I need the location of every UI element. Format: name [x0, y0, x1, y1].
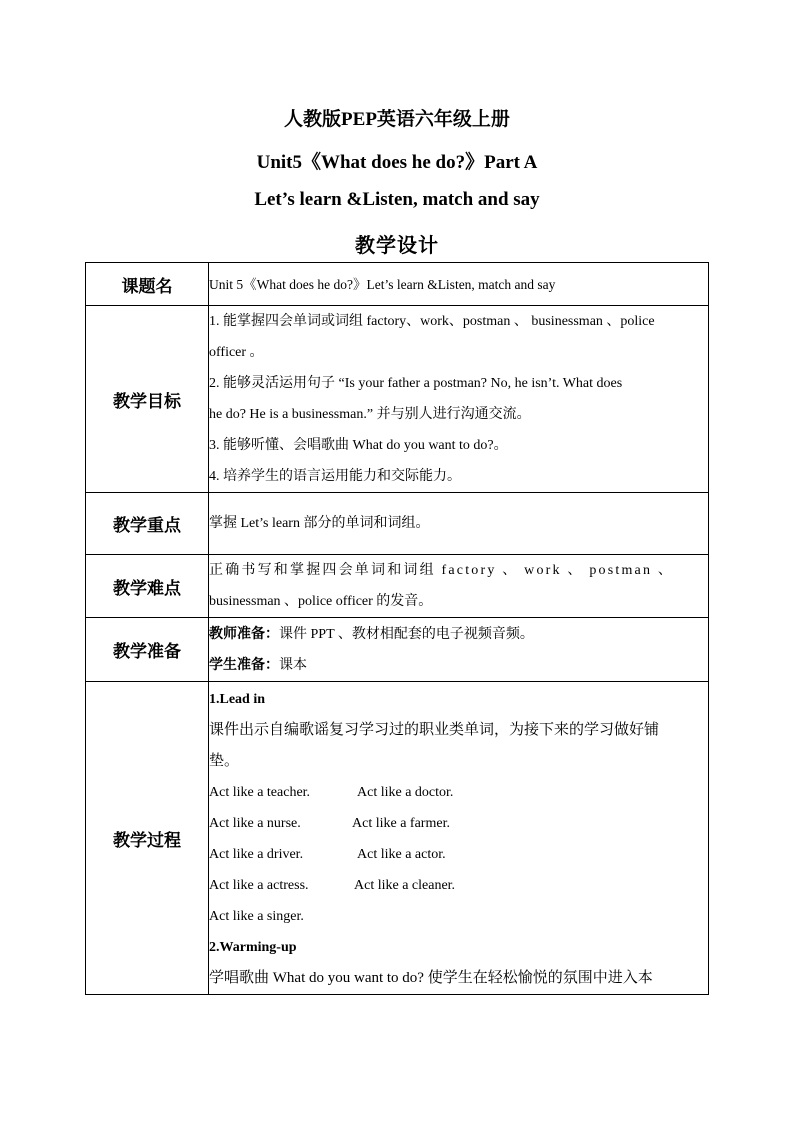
- teacher-prep-label: 教师准备：: [209, 626, 279, 642]
- goal-line: 2. 能够灵活运用句子 “Is your father a postman? No, he isn’t. What does: [209, 376, 623, 391]
- act-item: Act like a actor.: [357, 847, 446, 862]
- table-row-focus: [86, 493, 709, 555]
- goals-content: [209, 306, 709, 493]
- act-item: Act like a teacher.: [209, 785, 311, 800]
- act-item: Act like a doctor.: [357, 785, 454, 800]
- act-item: Act like a actress.: [209, 878, 309, 893]
- table-row-goals: [86, 306, 709, 493]
- step1-text: 垫。: [209, 753, 240, 769]
- step1-title: 1.Lead in: [209, 692, 266, 707]
- table-row-topic: [86, 263, 709, 306]
- act-row: [209, 777, 708, 808]
- act-item: Act like a cleaner.: [354, 878, 456, 893]
- focus-label: 教学重点: [86, 493, 209, 555]
- step2-text: 学唱歌曲 What do you want to do? 使学生在轻松愉悦的氛围中进入本: [209, 970, 653, 986]
- step1-text: 课件出示自编歌谣复习学习过的职业类单词，为接下来的学习做好铺: [209, 722, 660, 738]
- goal-line: 3. 能够听懂、会唱歌曲 What do you want to do?。: [209, 438, 508, 453]
- act-item: Act like a nurse.: [209, 816, 301, 831]
- student-prep-label: 学生准备：: [209, 657, 279, 673]
- step2-title: 2.Warming-up: [209, 940, 297, 955]
- act-row: [209, 808, 708, 839]
- teacher-prep-value: 课件 PPT 、教材相配套的电子视频音频。: [279, 626, 534, 642]
- doc-subtitle: 教学设计: [355, 235, 439, 257]
- doc-title: 人教版PEP英语六年级上册: [284, 109, 510, 130]
- difficulty-line: businessman 、police officer 的发音。: [209, 594, 433, 609]
- preparation-label: 教学准备: [86, 618, 209, 682]
- act-item: Act like a farmer.: [352, 816, 450, 831]
- table-row-difficulty: [86, 555, 709, 618]
- focus-content: [209, 493, 709, 555]
- topic-label: 课题名: [86, 263, 209, 306]
- difficulty-content: [209, 555, 709, 618]
- teacher-prep: [209, 619, 708, 650]
- act-row: [209, 839, 708, 870]
- topic-value: [209, 263, 709, 306]
- goals-label: 教学目标: [86, 306, 209, 493]
- student-prep: [209, 650, 708, 681]
- goal-line: 4. 培养学生的语言运用能力和交际能力。: [209, 469, 461, 484]
- table-row-process: [86, 682, 709, 995]
- doc-lesson-title: Let’s learn &Listen, match and say: [254, 189, 540, 210]
- table-row-preparation: [86, 618, 709, 682]
- difficulty-label: 教学难点: [86, 555, 209, 618]
- doc-unit-title: Unit5《What does he do?》Part A: [256, 152, 538, 173]
- student-prep-value: 课本: [279, 657, 307, 673]
- process-label: 教学过程: [86, 682, 209, 995]
- act-item: Act like a driver.: [209, 847, 304, 862]
- goal-line: 1. 能掌握四会单词或词组 factory、work、postman 、 businessman 、police: [209, 314, 655, 329]
- lesson-plan-table: [85, 262, 709, 995]
- act-item: Act like a singer.: [209, 909, 304, 924]
- difficulty-line: 正确书写和掌握四会单词和词组 factory 、 work 、 postman 、: [209, 563, 675, 578]
- goal-line: he do? He is a businessman.” 并与别人进行沟通交流。: [209, 407, 531, 422]
- topic-text: Unit 5《What does he do?》Let’s learn &Listen, match and say: [209, 276, 556, 292]
- process-content: [209, 682, 709, 995]
- focus-text: 掌握 Let’s learn 部分的单词和词组。: [209, 516, 430, 531]
- preparation-content: [209, 618, 709, 682]
- goal-line: officer 。: [209, 345, 264, 360]
- act-row: [209, 870, 708, 901]
